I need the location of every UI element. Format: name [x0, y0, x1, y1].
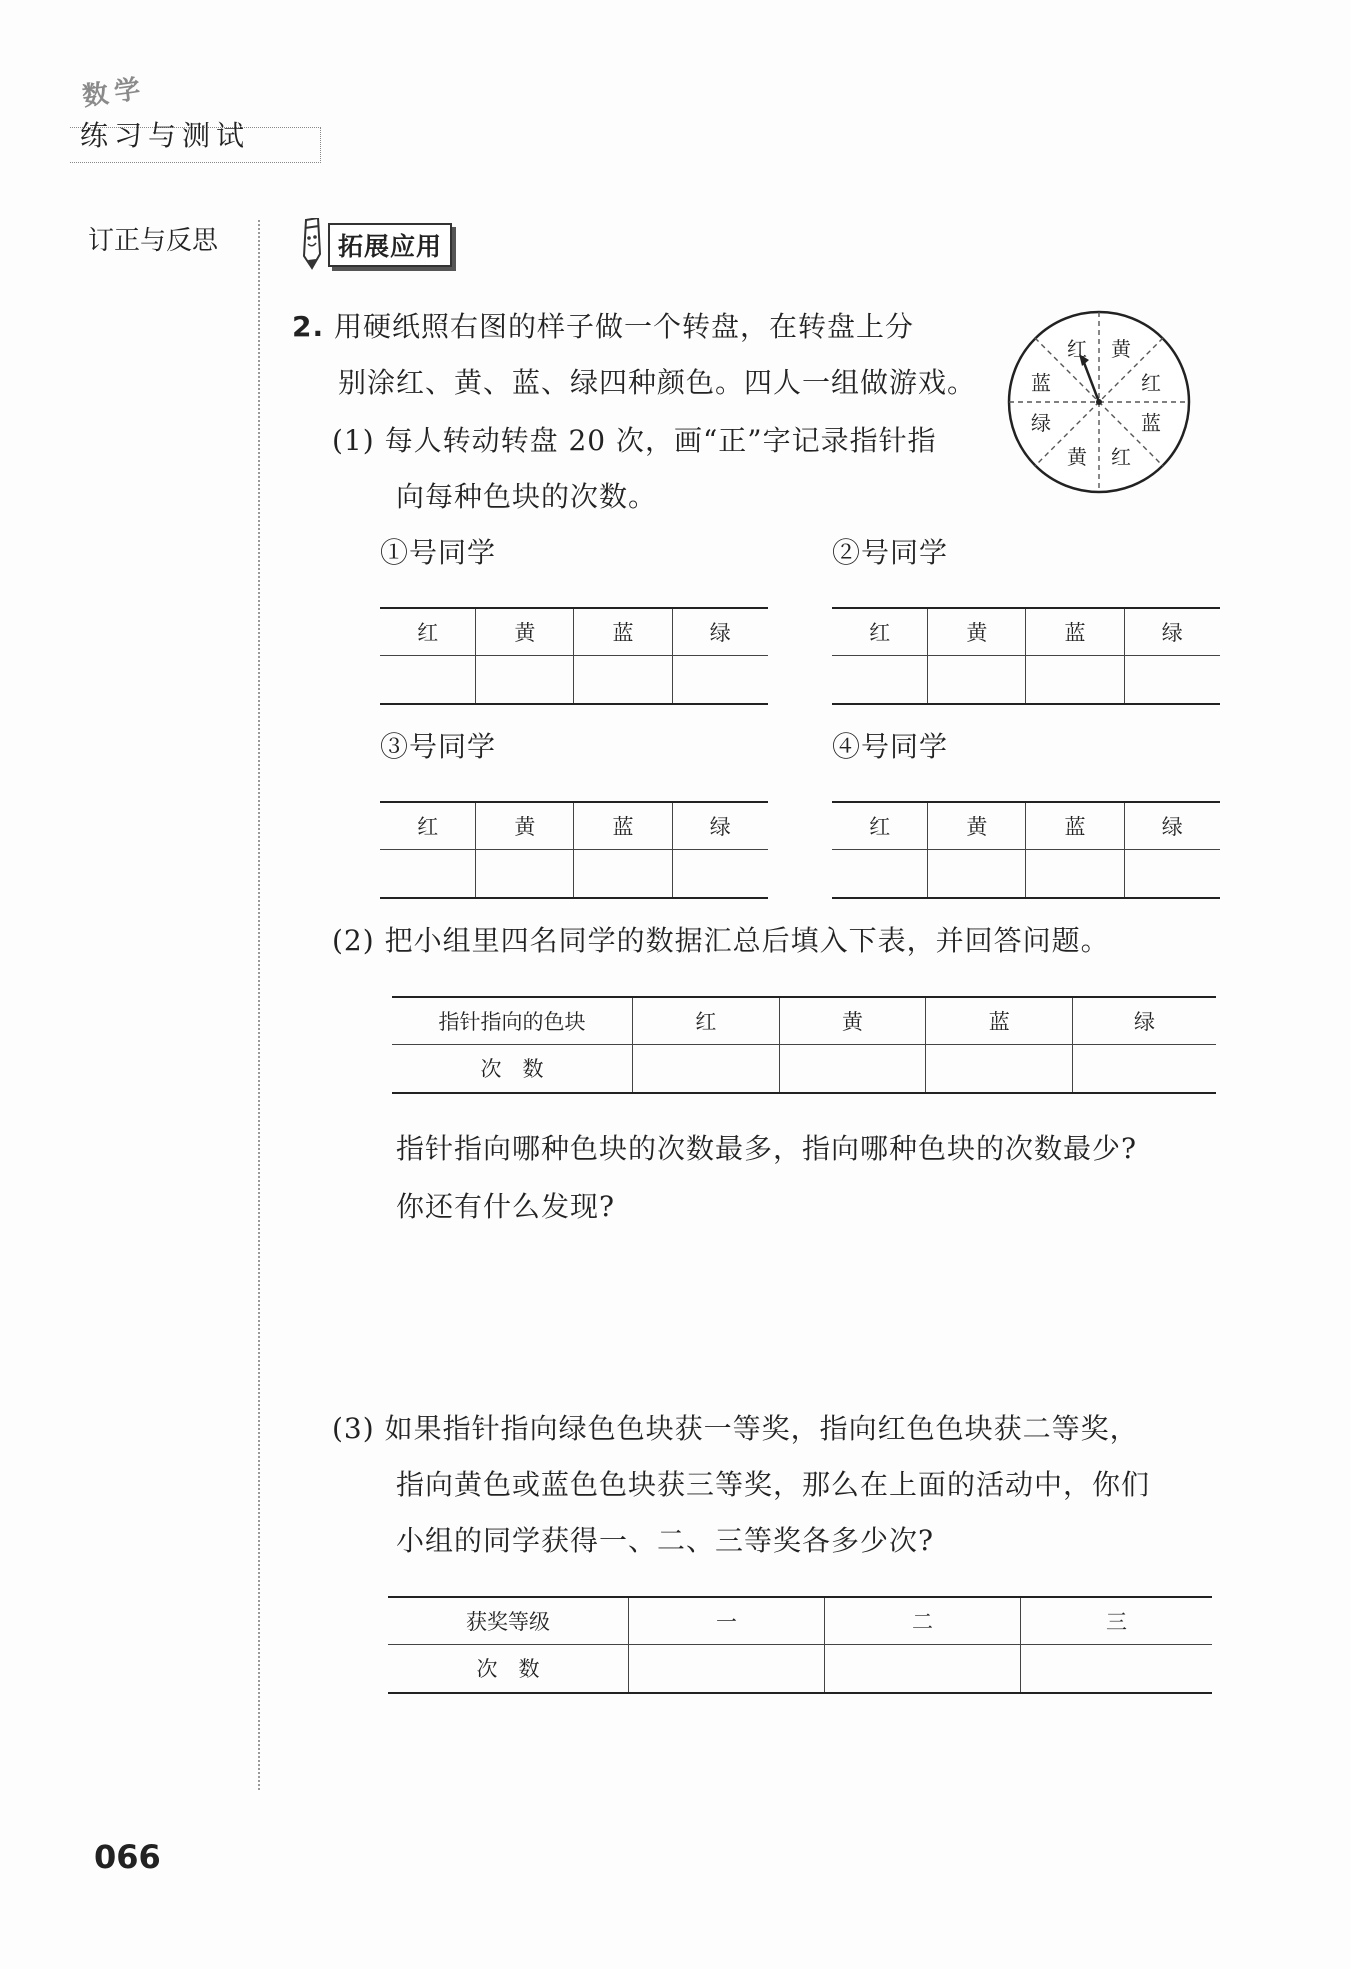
answer-cell[interactable] [1124, 655, 1220, 704]
table-header-cell: 黄 [476, 608, 574, 655]
table-header-cell: 蓝 [574, 802, 672, 849]
answer-cell[interactable] [1026, 655, 1124, 704]
answer-cell[interactable] [672, 655, 768, 704]
prize-header-cell: 二 [824, 1597, 1020, 1644]
part3-line3: 小组的同学获得一、二、三等奖各多少次? [396, 1524, 935, 1557]
student-table-4 [832, 801, 1220, 899]
answer-cell[interactable] [926, 1044, 1073, 1093]
prize-header-cell: 一 [629, 1597, 825, 1644]
question-intro-line2: 别涂红、黄、蓝、绿四种颜色。四人一组做游戏。 [338, 366, 977, 399]
summary-header-cell: 指针指向的色块 [392, 997, 633, 1044]
student-label-4: ④号同学 [832, 730, 949, 763]
answer-cell[interactable] [629, 1644, 825, 1693]
question-number: 2. [292, 310, 325, 343]
spinner-sector-label: 红 [1111, 445, 1131, 469]
section-badge-label: 拓展应用 [328, 223, 452, 267]
table-header-cell: 蓝 [1026, 802, 1124, 849]
answer-cell[interactable] [574, 655, 672, 704]
summary-table [392, 996, 1216, 1094]
answer-cell[interactable] [380, 849, 476, 898]
summary-header-cell: 红 [633, 997, 780, 1044]
prize-header-cell: 三 [1020, 1597, 1212, 1644]
table-header-cell: 绿 [672, 608, 768, 655]
answer-cell[interactable] [633, 1044, 780, 1093]
answer-cell[interactable] [832, 849, 928, 898]
margin-label: 订正与反思 [88, 226, 219, 256]
answer-cell[interactable] [1026, 849, 1124, 898]
table-header-cell: 绿 [1124, 608, 1220, 655]
answer-cell[interactable] [824, 1644, 1020, 1693]
student-label-3: ③号同学 [380, 730, 497, 763]
table-header-cell: 黄 [928, 608, 1026, 655]
part1-line1: (1) 每人转动转盘 20 次，画“正”字记录指针指 [332, 424, 937, 457]
student-table-2 [832, 607, 1220, 705]
part2-question-line1: 指针指向哪种色块的次数最多，指向哪种色块的次数最少? [396, 1132, 1138, 1165]
table-header-cell: 红 [832, 608, 928, 655]
prize-header-cell: 获奖等级 [388, 1597, 629, 1644]
margin-divider [258, 220, 260, 1790]
summary-header-cell: 绿 [1073, 997, 1216, 1044]
part2-line: (2) 把小组里四名同学的数据汇总后填入下表，并回答问题。 [332, 924, 1110, 957]
answer-cell[interactable] [672, 849, 768, 898]
answer-cell[interactable] [380, 655, 476, 704]
spinner-sector-label: 红 [1141, 371, 1161, 395]
answer-cell[interactable] [1124, 849, 1220, 898]
student-table-3 [380, 801, 768, 899]
summary-header-cell: 黄 [779, 997, 926, 1044]
spinner-sector-label: 蓝 [1141, 411, 1161, 435]
header-subject: 数学 [80, 73, 149, 113]
spinner-sector-label: 红 [1067, 337, 1087, 361]
spinner-diagram [1005, 308, 1193, 496]
answer-cell[interactable] [476, 655, 574, 704]
student-table-1 [380, 607, 768, 705]
student-label-2: ②号同学 [832, 536, 949, 569]
student-label-1: ①号同学 [380, 536, 497, 569]
table-header-cell: 绿 [1124, 802, 1220, 849]
question-intro-line1 [292, 298, 914, 356]
table-header-cell: 红 [380, 802, 476, 849]
answer-cell[interactable] [574, 849, 672, 898]
pencil-icon [296, 218, 326, 272]
summary-row-label: 次 数 [392, 1044, 633, 1093]
table-header-cell: 蓝 [574, 608, 672, 655]
answer-cell[interactable] [1073, 1044, 1216, 1093]
prize-table [388, 1596, 1212, 1694]
table-header-cell: 黄 [928, 802, 1026, 849]
section-badge [296, 218, 452, 272]
summary-header-cell: 蓝 [926, 997, 1073, 1044]
answer-cell[interactable] [928, 849, 1026, 898]
answer-cell[interactable] [1020, 1644, 1212, 1693]
table-header-cell: 红 [380, 608, 476, 655]
answer-cell[interactable] [476, 849, 574, 898]
table-header-cell: 绿 [672, 802, 768, 849]
answer-cell[interactable] [928, 655, 1026, 704]
table-header-cell: 黄 [476, 802, 574, 849]
page-number: 066 [94, 1838, 161, 1876]
part3-line2: 指向黄色或蓝色色块获三等奖，那么在上面的活动中，你们 [396, 1468, 1151, 1501]
table-header-cell: 蓝 [1026, 608, 1124, 655]
answer-cell[interactable] [832, 655, 928, 704]
table-header-cell: 红 [832, 802, 928, 849]
spinner-sector-label: 黄 [1111, 337, 1131, 361]
prize-row-label: 次 数 [388, 1644, 629, 1693]
part2-question-line2: 你还有什么发现? [396, 1190, 616, 1223]
answer-cell[interactable] [779, 1044, 926, 1093]
spinner-sector-label: 蓝 [1031, 371, 1051, 395]
part3-line1: (3) 如果指针指向绿色色块获一等奖，指向红色色块获二等奖， [332, 1412, 1139, 1445]
spinner-sector-label: 黄 [1067, 445, 1087, 469]
part1-line2: 向每种色块的次数。 [396, 480, 658, 513]
header-book-title: 练习与测试 [80, 119, 251, 152]
question-intro-text1: 用硬纸照右图的样子做一个转盘，在转盘上分 [334, 310, 915, 343]
spinner-sector-label: 绿 [1031, 411, 1051, 435]
